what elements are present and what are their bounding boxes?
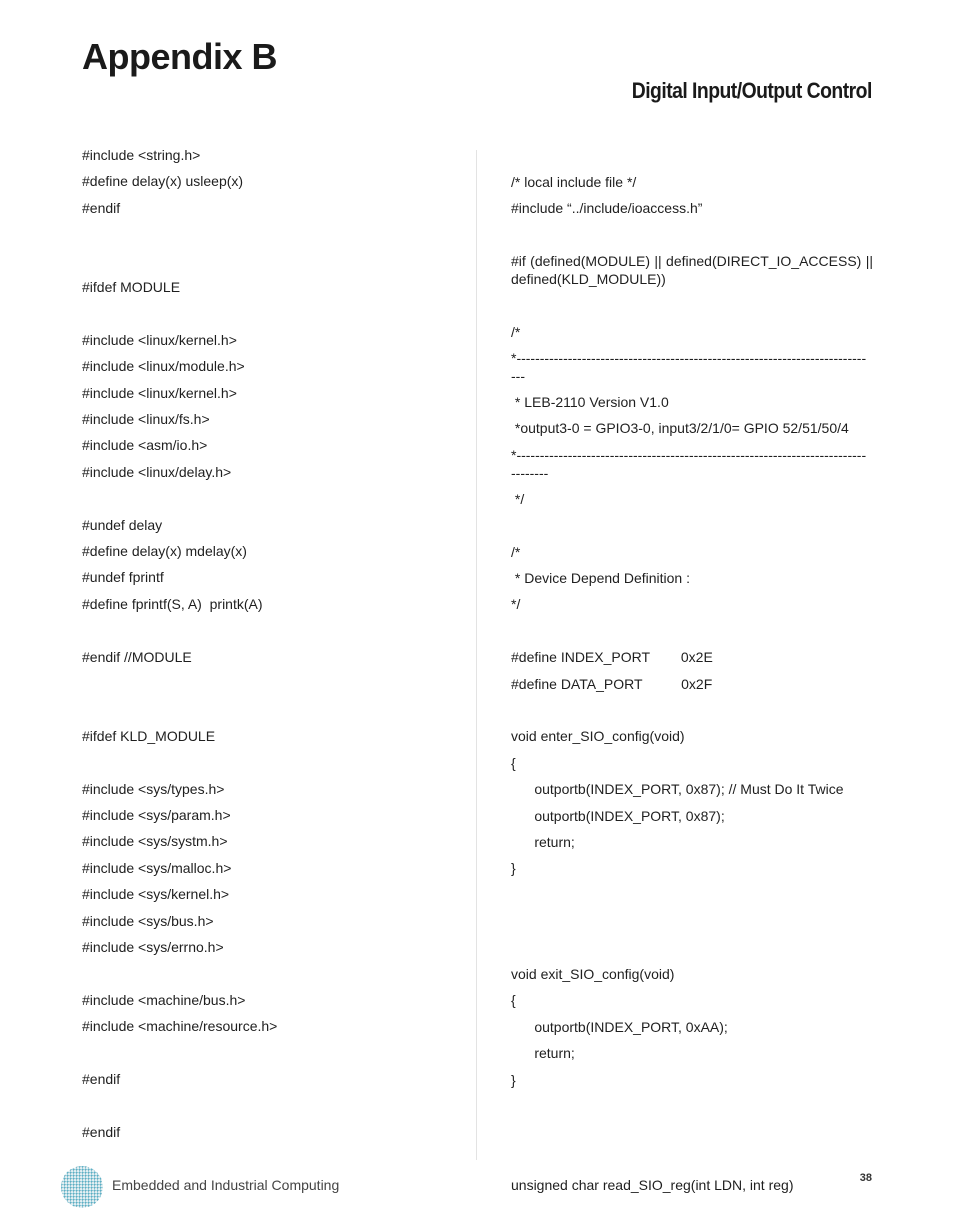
code-line: #endif	[82, 199, 121, 216]
code-line: #include <sys/errno.h>	[82, 939, 224, 956]
code-line: unsigned char read_SIO_reg(int LDN, int reg)	[511, 1177, 794, 1194]
code-line: #ifdef KLD_MODULE	[82, 727, 216, 744]
code-line: #include <sys/kernel.h>	[82, 886, 230, 903]
code-line	[82, 1040, 462, 1066]
code-line: #include <asm/io.h>	[82, 437, 208, 454]
section-title: Digital Input/Output Control	[631, 78, 872, 103]
code-line: #include <sys/param.h>	[82, 807, 231, 824]
code-line: #include <sys/systm.h>	[82, 833, 228, 850]
code-line	[82, 960, 462, 986]
code-line: *output3-0 = GPIO3-0, input3/2/1/0= GPIO 52/51/50/4	[511, 420, 849, 437]
column-divider	[476, 150, 477, 1160]
code-line	[82, 696, 462, 722]
code-line: */	[511, 490, 525, 507]
code-line	[511, 222, 873, 248]
code-line: #define INDEX_PORT 0x2E	[511, 649, 713, 666]
code-line: void enter_SIO_config(void)	[511, 728, 685, 745]
code-line: outportb(INDEX_PORT, 0x87); // Must Do It Twice	[511, 781, 844, 798]
code-line	[511, 935, 873, 961]
code-line: #include <string.h>	[82, 147, 201, 163]
code-line	[511, 697, 873, 723]
code-line	[82, 300, 462, 326]
code-line: }	[511, 1071, 516, 1088]
code-line	[82, 485, 462, 511]
code-line: return;	[511, 834, 575, 851]
code-line: #undef delay	[82, 516, 163, 533]
code-line: *--------------------------------------------------------------------------- --------	[511, 446, 867, 481]
code-line: #include <linux/kernel.h>	[82, 331, 237, 348]
code-line: {	[511, 754, 516, 771]
code-line: #include <linux/kernel.h>	[82, 384, 237, 401]
code-line: #define delay(x) usleep(x)	[82, 173, 244, 190]
code-line	[511, 882, 873, 908]
page-number: 38	[859, 1172, 872, 1184]
code-line: #endif	[82, 1123, 121, 1140]
code-line: /*	[511, 543, 521, 560]
code-line: outportb(INDEX_PORT, 0x87);	[511, 807, 725, 824]
code-line	[82, 617, 462, 643]
code-line	[511, 618, 873, 644]
code-line	[511, 292, 873, 318]
code-line	[82, 221, 462, 247]
code-line: * LEB-2110 Version V1.0	[511, 394, 669, 410]
code-line: #define DATA_PORT 0x2F	[511, 675, 713, 692]
appendix-title: Appendix B	[82, 36, 278, 77]
code-line	[82, 1092, 462, 1118]
code-line: /*	[511, 323, 521, 340]
code-line	[82, 749, 462, 775]
code-line: #include <linux/fs.h>	[82, 411, 210, 428]
code-line: void exit_SIO_config(void)	[511, 966, 675, 983]
code-line: {	[511, 992, 516, 1009]
code-line: outportb(INDEX_PORT, 0xAA);	[511, 1018, 728, 1035]
globe-logo-icon	[60, 1165, 104, 1209]
code-line: /* local include file */	[511, 174, 637, 190]
code-line	[511, 1146, 873, 1172]
code-line: #undef fprintf	[82, 569, 164, 586]
code-line: #include <machine/bus.h>	[82, 991, 246, 1008]
code-line: #ifdef MODULE	[82, 279, 181, 295]
code-line: return;	[511, 1045, 575, 1062]
left-code-column	[82, 142, 462, 1145]
right-code-column	[511, 169, 873, 1199]
code-line: #include <machine/resource.h>	[82, 1018, 278, 1035]
code-line: #include <sys/malloc.h>	[82, 859, 232, 876]
code-line: #endif	[82, 1071, 121, 1088]
code-line: #define fprintf(S, A) printk(A)	[82, 595, 263, 612]
code-line: #endif //MODULE	[82, 648, 192, 665]
code-line	[82, 248, 462, 274]
code-line: * Device Depend Definition :	[511, 570, 690, 587]
code-line	[82, 670, 462, 696]
code-line: #include <linux/delay.h>	[82, 463, 232, 480]
code-line: #include “../include/ioaccess.h”	[511, 200, 703, 217]
code-line: *--------------------------------------------------------------------------- ---	[511, 350, 867, 384]
code-line: }	[511, 860, 516, 877]
code-line: */	[511, 596, 521, 613]
code-line: #include <sys/bus.h>	[82, 912, 214, 929]
code-line	[511, 908, 873, 934]
code-line: #include <linux/module.h>	[82, 358, 245, 375]
footer-company-text: Embedded and Industrial Computing	[112, 1177, 340, 1193]
code-line: #include <sys/types.h>	[82, 780, 225, 797]
code-line: #if (defined(MODULE) || defined(DIRECT_IO_ACCESS) || defined(KLD_MODULE))	[511, 253, 873, 288]
code-line	[511, 1119, 873, 1145]
code-line	[511, 512, 873, 538]
code-line: #define delay(x) mdelay(x)	[82, 543, 247, 560]
code-line	[511, 1093, 873, 1119]
